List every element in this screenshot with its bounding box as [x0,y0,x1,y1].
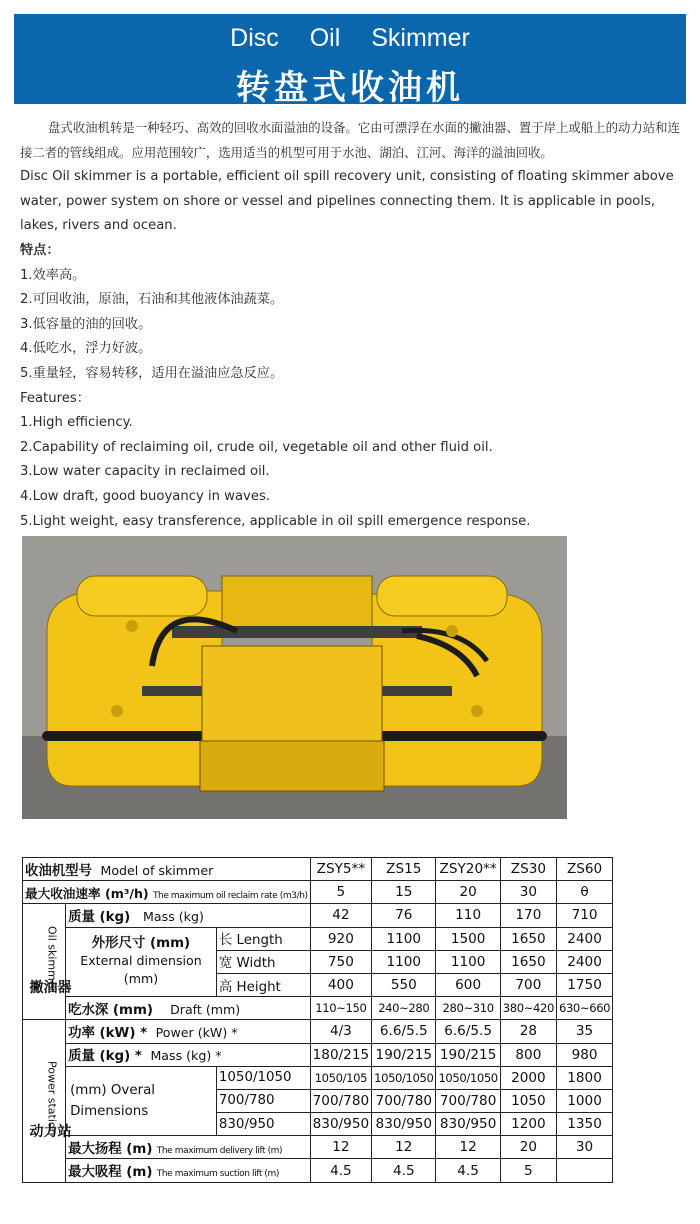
dimension-label: 外形尺寸 (mm) External dimension (mm) [66,927,217,997]
table-cell: 1050/105 [310,1066,371,1089]
table-cell: 12 [372,1136,436,1159]
table-cell: 28 [500,1020,556,1043]
table-cell: 1650 [500,927,556,950]
table-cell: 980 [556,1043,612,1066]
table-cell: 30 [556,1136,612,1159]
table-cell: θ [556,881,612,904]
length-label: 长 Length [216,927,310,950]
skimmer-illustration [22,536,567,819]
table-cell: 830/950 [216,1113,310,1136]
title-english: Disc Oil Skimmer [230,24,470,52]
table-cell: 1200 [500,1113,556,1136]
table-cell: 1650 [500,950,556,973]
feature-item-en: 3.Low water capacity in reclaimed oil. [20,464,270,480]
table-row [23,1020,613,1043]
skimmer-photo [22,536,567,819]
table-cell: 20 [500,1136,556,1159]
feature-item-en: 5.Light weight, easy transference, applicable in oil spill emergence response. [20,513,531,529]
table-cell: 240~280 [372,997,436,1020]
table-cell: 400 [310,973,371,996]
table-row [23,1066,613,1089]
table-cell: 12 [310,1136,371,1159]
power-group-label: 动力站Power station [23,1020,66,1182]
table-row [23,1043,613,1066]
feature-item-zh: 2.可回收油，原油，石油和其他液体油蔬菜。 [20,292,284,308]
table-cell: 4.5 [310,1159,371,1182]
table-cell: 2400 [556,950,612,973]
table-cell: 20 [436,881,500,904]
table-cell: 1050 [500,1089,556,1112]
table-cell: 630~660 [556,997,612,1020]
table-cell: 700/780 [310,1089,371,1112]
table-cell: 700 [500,973,556,996]
table-cell: 1800 [556,1066,612,1089]
model-header: 收油机型号 Model of skimmer [23,858,311,881]
table-cell: 830/950 [436,1113,500,1136]
feature-item-en: 2.Capability of reclaiming oil, crude oil, vegetable oil and other fluid oil. [20,439,493,455]
table-cell: 170 [500,904,556,927]
overall-dimensions-label: (mm) Overal Dimensions [66,1066,217,1136]
title-chinese: 转盘式收油机 [236,68,464,108]
suction-lift-label: 最大吸程 (m) The maximum suction lift (m) [66,1159,311,1182]
table-row [23,1136,613,1159]
table-cell: 30 [500,881,556,904]
table-cell: 35 [556,1020,612,1043]
power-label: 功率 (kW) * Power (kW) * [66,1020,311,1043]
feature-item-zh: 4.低吃水，浮力好波。 [20,341,152,357]
table-cell: 550 [372,973,436,996]
table-cell: 190/215 [372,1043,436,1066]
table-cell: 750 [310,950,371,973]
table-cell: 12 [436,1136,500,1159]
table-row [23,927,613,950]
table-cell: 2000 [500,1066,556,1089]
table-cell: 4.5 [372,1159,436,1182]
feature-item-zh: 5.重量轻，容易转移，适用在溢油应急反应。 [20,365,284,381]
table-cell: 76 [372,904,436,927]
table-cell: ZSY5** [310,858,371,881]
features-heading-chinese: 特点： [20,242,60,258]
table-cell: 700/780 [372,1089,436,1112]
table-row [23,997,613,1020]
table-cell: 5 [310,881,371,904]
table-cell: 190/215 [436,1043,500,1066]
table-cell: 700/780 [216,1089,310,1112]
title-banner [14,14,686,108]
feature-item-zh: 3.低容量的油的回收。 [20,316,152,332]
height-label: 高 Height [216,973,310,996]
table-cell: 920 [310,927,371,950]
table-cell: 1100 [372,950,436,973]
table-cell: 600 [436,973,500,996]
table-cell: 830/950 [310,1113,371,1136]
table-cell: 1750 [556,973,612,996]
table-cell: 1100 [436,950,500,973]
table-cell: 15 [372,881,436,904]
table-cell: 110~150 [310,997,371,1020]
feature-item-en: 1.High efficiency. [20,415,133,431]
table-row [23,881,613,904]
table-cell: 1050/1050 [436,1066,500,1089]
skimmer-group-label: 撇油器Oil skimmer [23,904,66,1020]
table-cell: ZS30 [500,858,556,881]
table-cell: 110 [436,904,500,927]
rate-header: 最大收油速率 (m³/h) The maximum oil reclaim rate (m3/h) [23,881,311,904]
table-cell: 5 [500,1159,556,1182]
table-cell: 1000 [556,1089,612,1112]
table-cell: 830/950 [372,1113,436,1136]
table-cell: ZS60 [556,858,612,881]
feature-item-zh: 1.效率高。 [20,267,86,283]
table-cell: 710 [556,904,612,927]
table-cell: 1050/1050 [216,1066,310,1089]
spec-table [22,857,613,1183]
description-chinese: 盘式收油机转是一种轻巧、高效的回收水面溢油的设备。它由可漂浮在水面的撇油器、置于岸上或船上的动力站和连接二者的管线组成。应用范围较广，选用适当的机型可用于水池、湖泊、江河、海洋的溢油回收。 [20,120,680,160]
width-label: 宽 Width [216,950,310,973]
description-english: Disc Oil skimmer is a portable, efficient oil spill recovery unit, consisting of floating skimmer above water, power system on shore or vessel and pipelines connecting them. It is applicable in pools, lakes, rivers and ocean. [20,169,674,234]
table-cell: 800 [500,1043,556,1066]
table-row [23,904,613,927]
table-row [23,1159,613,1182]
table-cell: 6.6/5.5 [436,1020,500,1043]
table-cell: 4/3 [310,1020,371,1043]
table-cell: ZS15 [372,858,436,881]
table-cell: 6.6/5.5 [372,1020,436,1043]
description [20,116,686,534]
table-cell: 380~420 [500,997,556,1020]
delivery-lift-label: 最大扬程 (m) The maximum delivery lift (m) [66,1136,311,1159]
table-cell [556,1159,612,1182]
table-row [23,858,613,881]
table-cell: 4.5 [436,1159,500,1182]
table-cell: 1350 [556,1113,612,1136]
feature-item-en: 4.Low draft, good buoyancy in waves. [20,488,271,504]
table-cell: 700/780 [436,1089,500,1112]
table-cell: ZSY20** [436,858,500,881]
table-cell: 1100 [372,927,436,950]
draft-label: 吃水深 (mm) Draft (mm) [66,997,311,1020]
table-cell: 1500 [436,927,500,950]
table-cell: 42 [310,904,371,927]
table-cell: 280~310 [436,997,500,1020]
table-cell: 2400 [556,927,612,950]
table-cell: 180/215 [310,1043,371,1066]
features-heading-english: Features： [20,390,90,406]
table-cell: 1050/1050 [372,1066,436,1089]
mass-label: 质量 (kg) Mass (kg) [66,904,311,927]
power-mass-label: 质量 (kg) * Mass (kg) * [66,1043,311,1066]
